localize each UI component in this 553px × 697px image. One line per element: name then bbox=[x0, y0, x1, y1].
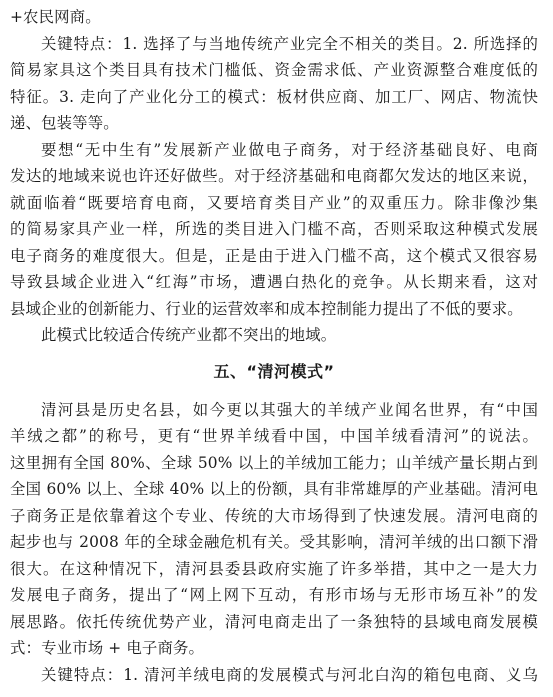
text-line: 展思路。依托传统优势产业，清河电商走出了一条独特的县域电商发展模 bbox=[10, 612, 538, 631]
paragraph bbox=[10, 397, 538, 662]
paragraph bbox=[10, 322, 538, 349]
text-line: 发展电子商务，提出了“网上网下互动，有形市场与无形市场互补”的发 bbox=[10, 586, 538, 604]
text-line: 特征。3. 走向了产业化分工的模式：板材供应商、加工厂、网店、物流快 bbox=[10, 87, 538, 106]
text-line: 此模式比较适合传统产业都不突出的地域。 bbox=[41, 326, 337, 344]
text-line: 子商务正是依靠着这个专业、传统的大市场得到了快速发展。清河电商的 bbox=[10, 506, 538, 525]
text-line: 县域企业的创新能力、行业的运营效率和成本控制能力提出了不低的要求。 bbox=[10, 299, 523, 318]
text-line: 电子商务的难度很大。但是，正是由于进入门槛不高，这个模式又很容易 bbox=[10, 246, 538, 265]
text-line: 就面临着“既要培育电商，又要培育类目产业”的双重压力。除非像沙集 bbox=[10, 193, 538, 212]
text-line: 起步也与 2008 年的全球金融危机有关。受其影响，清河羊绒的出口额下滑 bbox=[10, 533, 538, 551]
text-line: 式：专业市场 + 电子商务。 bbox=[10, 639, 205, 657]
text-line: 关键特点：1. 清河羊绒电商的发展模式与河北白沟的箱包电商、义乌 bbox=[41, 665, 538, 684]
text-line: 导致县域企业进入“红海”市场，遭遇白热化的竞争。从长期来看，这对 bbox=[10, 273, 538, 291]
paragraph bbox=[10, 4, 538, 31]
text-line: 很大。在这种情况下，清河县委县政府实施了许多举措，其中之一是大力 bbox=[10, 559, 538, 578]
text-line: 这里拥有全国 80%、全球 50% 以上的羊绒加工能力；山羊绒产量长期占到 bbox=[10, 453, 538, 472]
text-line: 要想“无中生有”发展新产业做电子商务，对于经济基础良好、电商 bbox=[41, 140, 538, 159]
text-line: 清河县是历史名县，如今更以其强大的羊绒产业闻名世界，有“中国 bbox=[41, 400, 538, 419]
paragraph bbox=[10, 137, 538, 323]
text-line: 关键特点：1. 选择了与当地传统产业完全不相关的类目。2. 所选择的 bbox=[41, 34, 538, 53]
text-line: 简易家具这个类目具有技术门槛低、资金需求低、产业资源整合难度低的 bbox=[10, 61, 538, 79]
paragraph bbox=[10, 31, 538, 137]
paragraphs-before bbox=[10, 4, 538, 349]
document-page bbox=[10, 4, 538, 688]
section-heading: 五、“清河模式” bbox=[213, 361, 335, 381]
text-line: +农民网商。 bbox=[10, 8, 101, 26]
text-line: 的简易家具产业一样，所选的类目进入门槛不高，否则采取这种模式发展 bbox=[10, 220, 538, 238]
paragraphs-after bbox=[10, 397, 538, 689]
text-line: 羊绒之都”的称号，更有“世界羊绒看中国，中国羊绒看清河”的说法。 bbox=[10, 427, 538, 445]
text-line: 全国 60% 以上、全球 40% 以上的份额，具有非常雄厚的产业基础。清河电 bbox=[10, 480, 538, 498]
text-line: 发达的地域来说也许还好做些。对于经济基础和电商都欠发达的地区来说， bbox=[10, 167, 538, 185]
paragraph bbox=[10, 662, 538, 689]
text-line: 递、包装等等。 bbox=[10, 114, 119, 132]
